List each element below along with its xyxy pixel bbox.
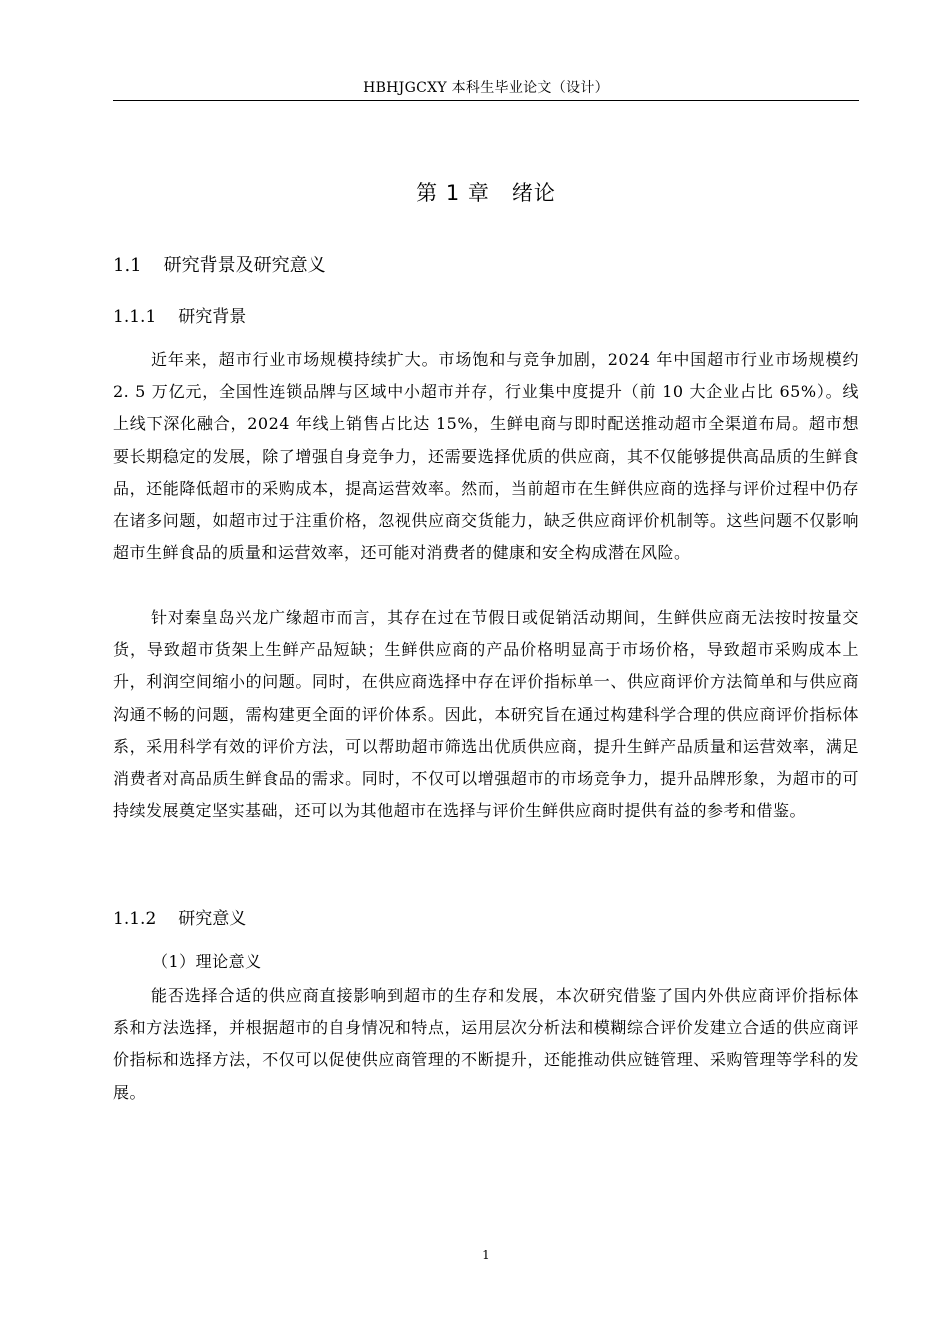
body-paragraph-1: 近年来，超市行业市场规模持续扩大。市场饱和与竞争加剧，2024 年中国超市行业市场规模约 2. 5 万亿元，全国性连锁品牌与区域中小超市并存，行业集中度提升（前 10 大企业占比 65%）。线上线下深化融合，2024 年线上销售占比达 15%，生鲜电商与即时配送推动超市全渠道布局。超市想要长期稳定的发展，除了增强自身竞争力，还需要选择优质的供应商，其不仅能够提供高品质的生鲜食品，还能降低超市的采购成本，提高运营效率。然而，当前超市在生鲜供应商的选择与评价过程中仍存在诸多问题，如超市过于注重价格，忽视供应商交货能力，缺乏供应商评价机制等。这些问题不仅影响超市生鲜食品的质量和运营效率，还可能对消费者的健康和安全构成潜在风险。 xyxy=(113,350,859,563)
section-heading-1-1 xyxy=(113,252,326,280)
body-paragraph-2: 针对秦皇岛兴龙广缘超市而言，其存在过在节假日或促销活动期间，生鲜供应商无法按时按量交货，导致超市货架上生鲜产品短缺；生鲜供应商的产品价格明显高于市场价格，导致超市采购成本上升，利润空间缩小的问题。同时，在供应商选择中存在评价指标单一、供应商评价方法简单和与供应商沟通不畅的问题，需构建更全面的评价体系。因此，本研究旨在通过构建科学合理的供应商评价指标体系，采用科学有效的评价方法，可以帮助超市筛选出优质供应商，提升生鲜产品质量和运营效率，满足消费者对高品质生鲜食品的需求。同时，不仅可以增强超市的市场竞争力，提升品牌形象，为超市的可持续发展奠定坚实基础，还可以为其他超市在选择与评价生鲜供应商时提供有益的参考和借鉴。 xyxy=(113,608,859,821)
page-header: HBHJGCXY 本科生毕业论文（设计） xyxy=(363,80,609,96)
section-heading-1-1-1 xyxy=(113,304,246,330)
subheading-theory: （1）理论意义 xyxy=(152,952,262,971)
section-title: 研究意义 xyxy=(178,909,247,929)
body-paragraph-3: 能否选择合适的供应商直接影响到超市的生存和发展，本次研究借鉴了国内外供应商评价指标体系和方法选择，并根据超市的自身情况和特点，运用层次分析法和模糊综合评价发建立合适的供应商评价指标和选择方法，不仅可以促使供应商管理的不断提升，还能推动供应链管理、采购管理等学科的发展。 xyxy=(113,986,859,1102)
section-title: 研究背景及研究意义 xyxy=(163,255,326,276)
section-number: 1.1 xyxy=(113,255,142,276)
section-number: 1.1.1 xyxy=(113,307,157,327)
section-number: 1.1.2 xyxy=(113,909,157,929)
header-rule xyxy=(113,100,859,101)
page-number: 1 xyxy=(482,1248,490,1262)
chapter-title: 第 1 章 绪论 xyxy=(416,181,556,205)
section-heading-1-1-2 xyxy=(113,906,246,932)
section-title: 研究背景 xyxy=(178,307,247,327)
